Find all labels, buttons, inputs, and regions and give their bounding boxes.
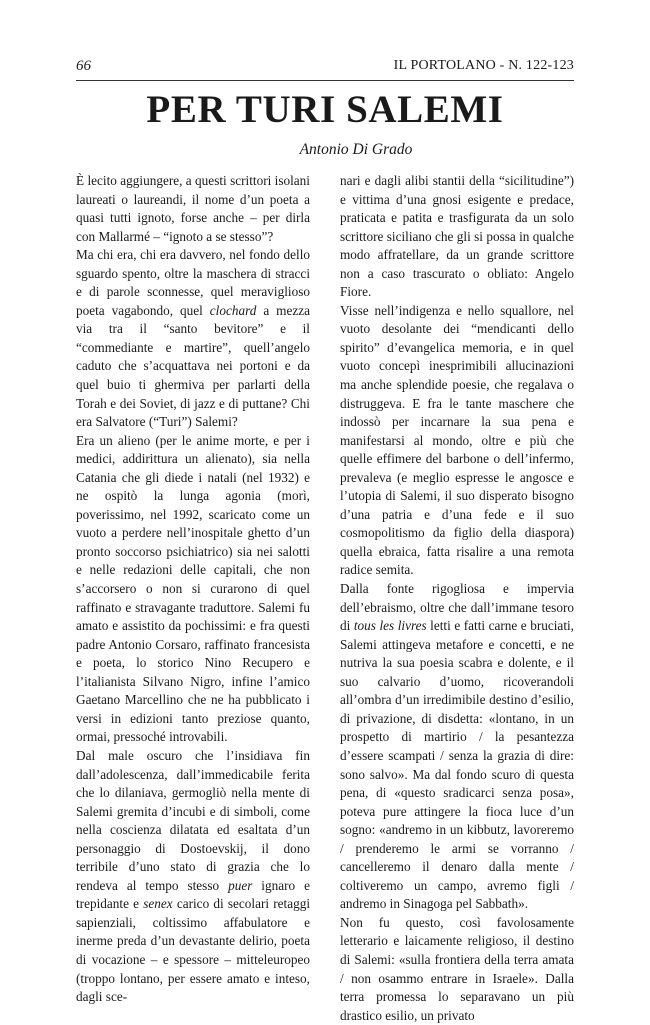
paragraph: Dal male oscuro che l’insidiava fin dall’adolescenza, dall’immedicabile ferita che lo dilaniava, germogliò nella mente di Salemi gremita d’incubi e di simboli, come nella coscienza dilatata ed esaltata d’un personaggio di Dostoevskij, il dono terribile d’uno stato di grazia che lo rendeva al tempo stesso puer ignaro e trepidante e senex carico di secolari retaggi sapienziali, coltissimo affabulatore e inerme preda d’un devastante delirio, poeta di vocazione – e spessore – mitteleuropeo (troppo lontano, per essere amato e inteso, dagli sce- — [76, 747, 311, 1005]
right-column — [340, 172, 574, 1025]
header-rule — [76, 80, 574, 81]
paragraph: Era un alieno (per le anime morte, e per i medici, addirittura un alienato), sia nella Catania che gli diede i natali (nel 1932) e ne ospitò la lunga agonia (morì, poverissimo, nel 1992, scaricato come un vuoto a perdere nell’inospitale ghetto d’un pronto soccorso psichiatrico) sia nei salotti e nelle redazioni delle capitali, che non s’accorsero o non si curarono di quel raffinato e stravagante traduttore. Salemi fu amato e assistito da pochissimi: e fra questi padre Antonio Corsaro, raffinato francesista e poeta, lo storico Nino Recupero e l’italianista Silvano Nigro, infine l’amico Gaetano Marcellino che ne ha pubblicato i versi in edizioni tanto preziose quanto, ormai, pressoché introvabili. — [76, 432, 310, 745]
paragraph: È lecito aggiungere, a questi scrittori isolani laureati o laureandi, il nome d’un poeta a quasi tutti ignoto, forse anche – per dirla con Mallarmé – “ignoto a se stesso”? — [76, 173, 310, 244]
page-number: 66 — [76, 58, 91, 74]
article-title: PER TURI SALEMI — [146, 88, 504, 131]
paragraph: nari e dagli alibi stantii della “sicilitudine”) e vittima d’una gnosi esigente e predace, praticata e patita e trasfigurata da un solo scrittore siciliano che gli si possa in qualche modo affratellare, da un grande scrittore non a caso trascurato o obliato: Angelo Fiore. — [340, 173, 574, 300]
journal-name: IL PORTOLANO - N. 122-123 — [393, 58, 574, 73]
paragraph: Non fu questo, così favolosamente letterario e laicamente religioso, il destino di Salemi: «sulla frontiera della terra amata / non osammo entrare in Israele». Dalla terra promessa lo separavano un più drastico esilio, un privato — [340, 914, 574, 1023]
paragraph: Dalla fonte rigogliosa e impervia dell’ebraismo, oltre che dall’immane tesoro di tous les livres letti e fatti carne e bruciati, Salemi attingeva metafore e concetti, e ne nutriva la sua poesia scabra e dolente, e il suo calvario d’uomo, ricoverandoli all’ombra d’un irredimibile destino d’esilio, di privazione, di disdetta: «lontano, in un prospetto di martirio / la pesantezza d’essere scampati / senza la grazia di dire: sono salvo». Ma dal fondo scuro di questa pena, di «questo sradicarci senza posa», poteva pure attingere la fioca luce d’un sogno: «andremo in un kibbutz, lavoreremo / prenderemo le armi se vorranno / cancelleremo il denaro dalla mente / coltiveremo un campo, avremo figli / andremo in Sinagoga pel Sabbath». — [340, 581, 574, 912]
paragraph: Ma chi era, chi era davvero, nel fondo dello sguardo spento, oltre la maschera di stracci e di parole sconnesse, quel meraviglioso poeta vagabondo, quel clochard a mezza via tra il “santo bevitore” e il “commediante e martire”, quell’angelo caduto che s’acquattava nei portoni e da quel buio ti ghermiva per parlarti della Torah e dei Soviet, di jazz e di puttane? Chi era Salvatore (“Turi”) Salemi? — [76, 247, 310, 430]
paragraph: Visse nell’indigenza e nello squallore, nel vuoto desolante dei “mendicanti dello spirito” d’evangelica memoria, e in quel vuoto concepì inesprimibili allucinazioni ma anche splendide poesie, che regalava o distruggeva. E fra le tante maschere che indossò per incarnare la sua pena e manifestarsi al mondo, oltre e più che quelle effimere del barbone o dell’infermo, prevaleva (e meglio espresse le angosce e l’utopia di Salemi, il suo disperato bisogno d’una patria e d’una fede e il suo cosmopolitismo da figlio della diaspora) quella ebraica, fatta risalire a una remota radice semita. — [340, 302, 574, 578]
left-column — [76, 172, 310, 1007]
running-header — [76, 58, 574, 80]
article-author: Antonio Di Grado — [299, 141, 413, 158]
